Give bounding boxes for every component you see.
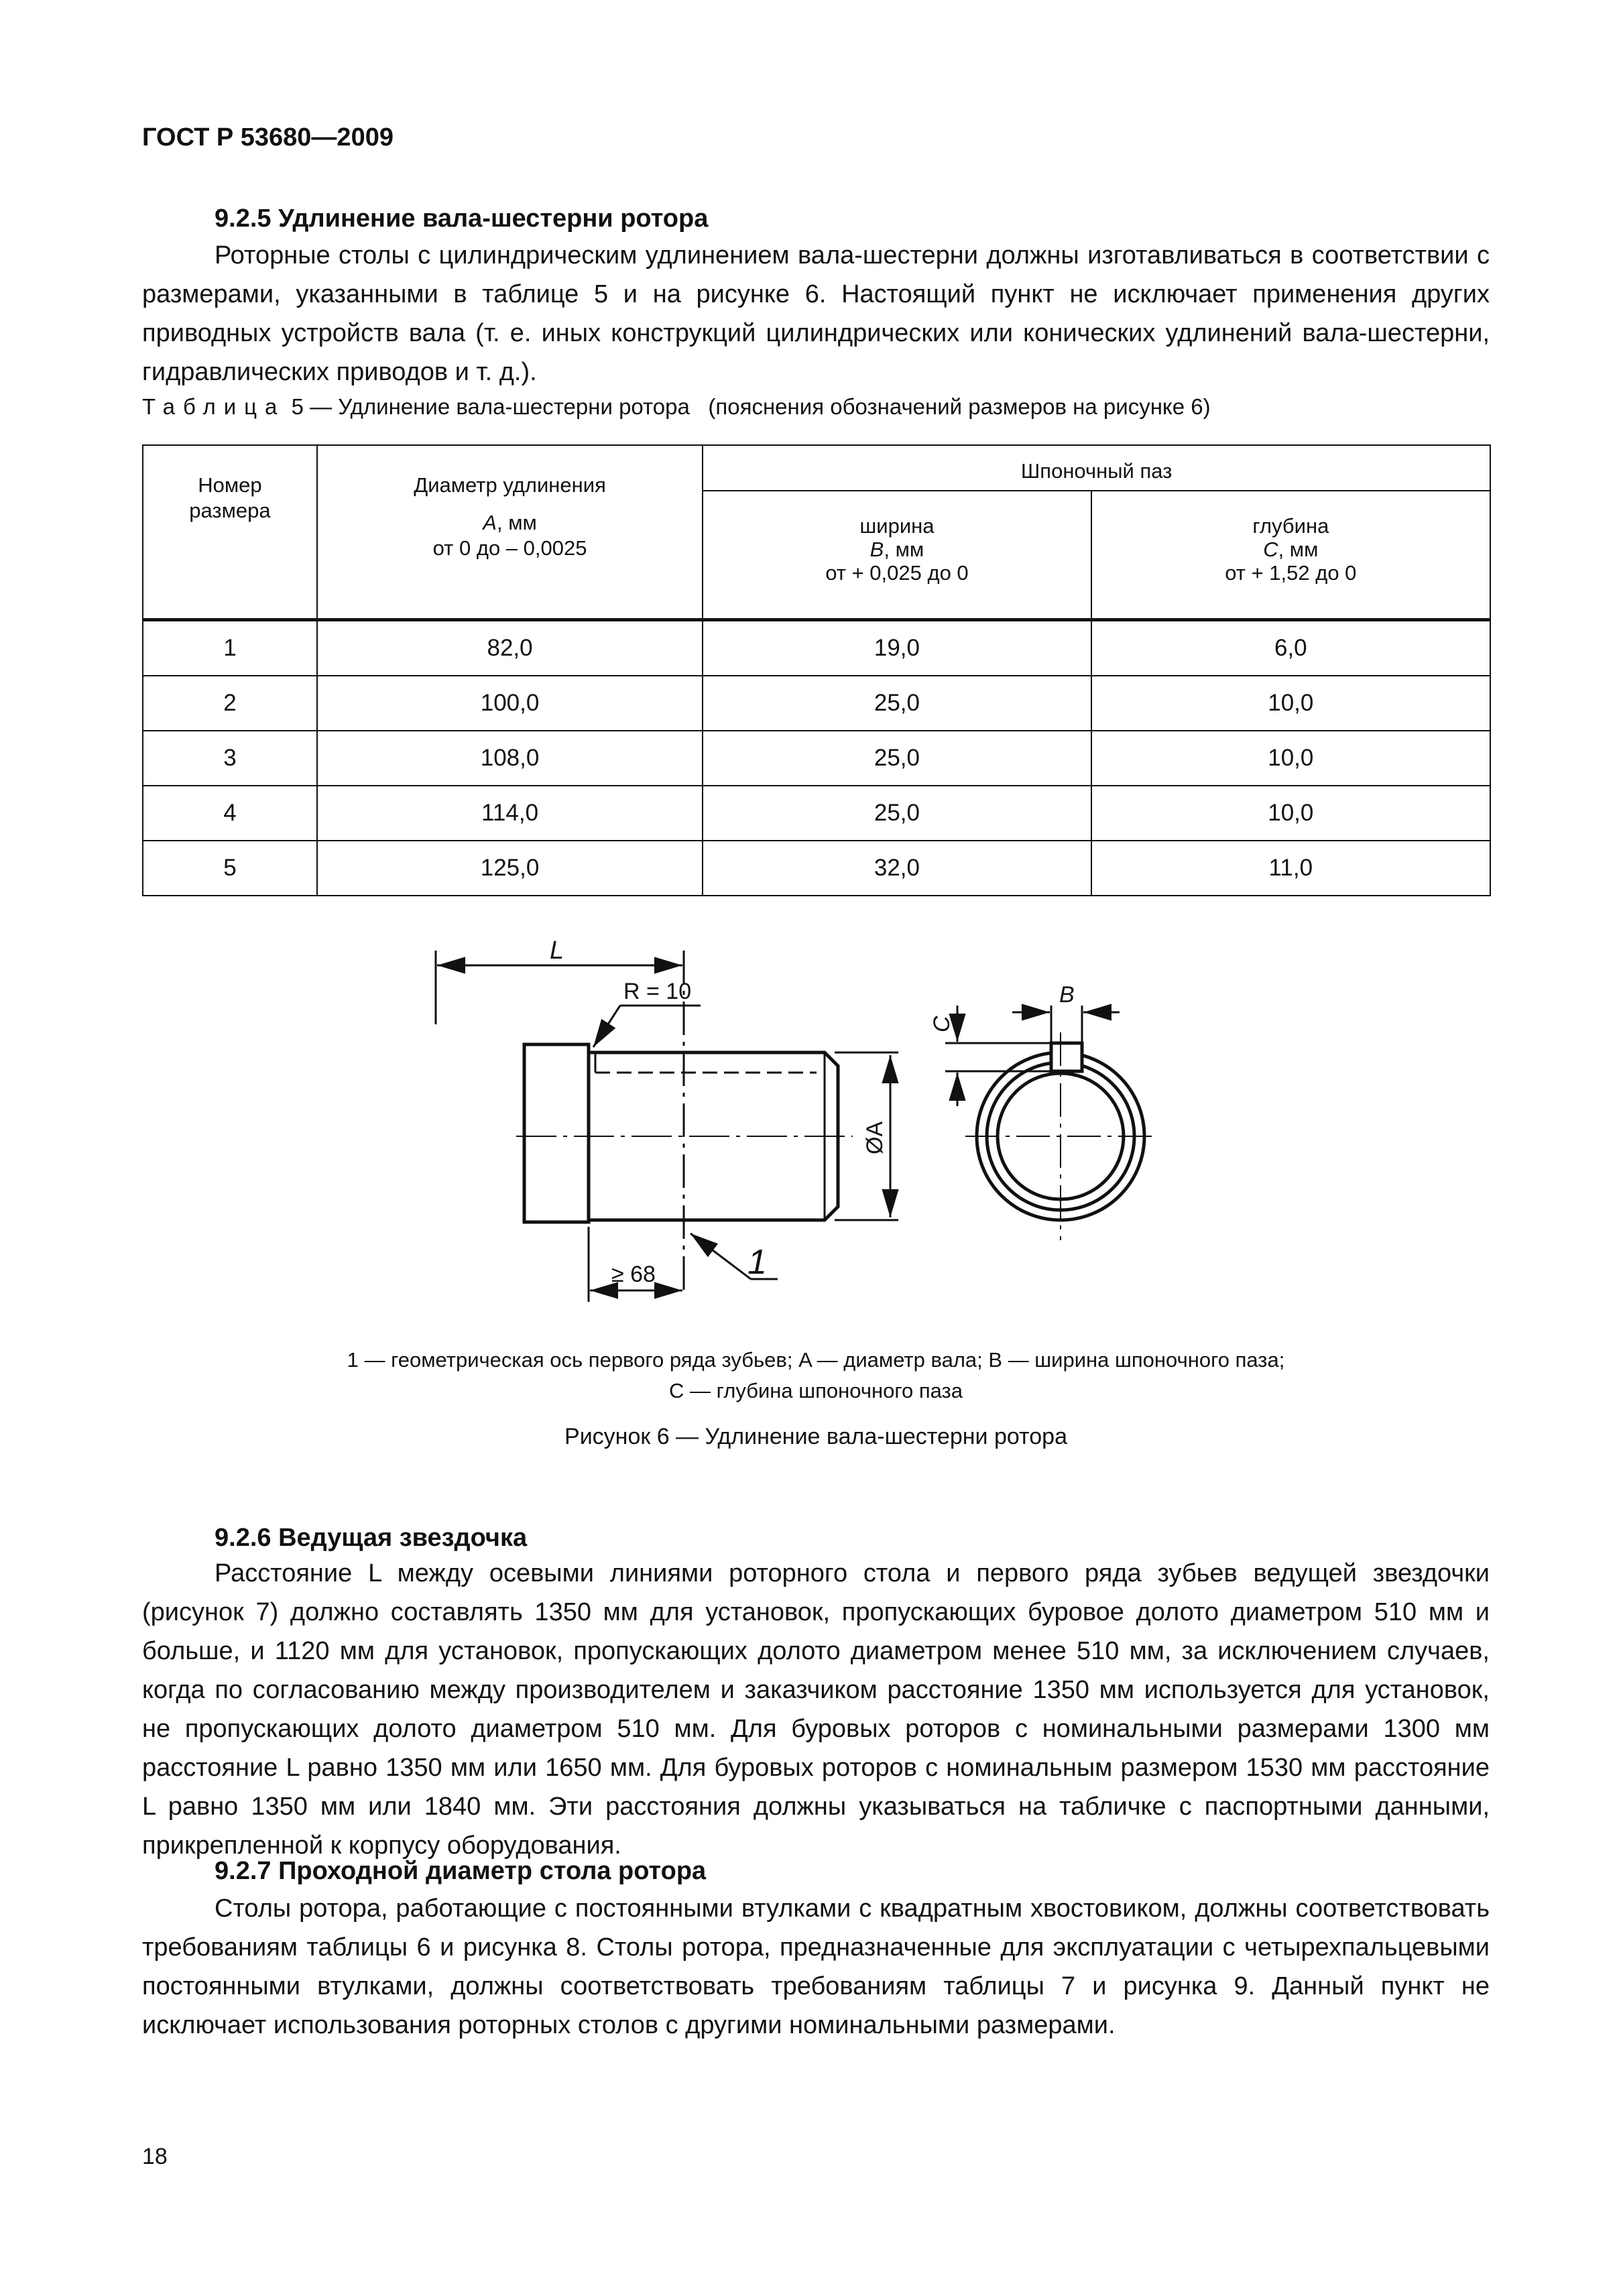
table-row: 1 82,0 19,0 6,0: [143, 620, 1490, 676]
legend-line-1: 1 — геометрическая ось первого ряда зубьев; A — диаметр вала; B — ширина шпоночного паза;: [347, 1348, 1285, 1372]
section-9-2-6-text: Расстояние L между осевыми линиями роторного стола и первого ряда зубьев ведущей звездочки (рисунок 7) должно составлять 1350 мм для установок, пропускающих буровое долото диаметром 510 мм и больше, и 1120 мм для установок, пропускающих долото диаметром менее 510 мм, за исключением случаев, когда по согласованию между производителем и заказчиком расстояние 1350 мм используется для установок, не пропускающих долото диаметром 510 мм. Для буровых роторов с номинальными размерами 1300 мм расстояние L равно 1350 мм или 1650 мм. Для буровых роторов с номинальным размером 1530 мм расстояние L равно 1350 мм или 1840 мм. Эти расстояния должны указываться на табличке с паспортными данными, прикрепленной к корпусу оборудования.: [142, 1559, 1490, 1860]
label-R10: R = 10: [623, 979, 692, 1004]
label-C: C: [929, 1016, 955, 1032]
table-5-note: (пояснения обозначений размеров на рисунке 6): [708, 394, 1211, 419]
table-5-title: — Удлинение вала-шестерни ротора: [310, 394, 690, 419]
table-5: [142, 444, 1491, 896]
section-9-2-7-heading: 9.2.7 Проходной диаметр стола ротора: [215, 1857, 707, 1885]
table-row: 2 100,0 25,0 10,0: [143, 676, 1490, 731]
header-width: ширина B, мм от + 0,025 до 0: [703, 491, 1091, 620]
legend-line-2: C — глубина шпоночного паза: [669, 1379, 963, 1402]
standard-header: ГОСТ Р 53680—2009: [142, 123, 394, 152]
table-5-caption: [142, 394, 1490, 420]
label-B: B: [1059, 982, 1075, 1008]
label-L: L: [550, 936, 564, 965]
page-number: 18: [142, 2144, 168, 2169]
label-diam-A: ØA: [862, 1121, 888, 1154]
section-9-2-6-heading: 9.2.6 Ведущая звездочка: [215, 1524, 528, 1552]
header-keyway: Шпоночный паз: [703, 445, 1490, 491]
figure-6-caption: Рисунок 6 — Удлинение вала-шестерни ротора: [564, 1424, 1067, 1449]
table-5-number: 5: [291, 394, 304, 419]
table-row: 3 108,0 25,0 10,0: [143, 731, 1490, 786]
table-row: 5 125,0 32,0 11,0: [143, 841, 1490, 896]
table-row: 4 114,0 25,0 10,0: [143, 786, 1490, 841]
header-number: Номер размера: [143, 445, 317, 620]
section-9-2-5-text: Роторные столы с цилиндрическим удлинением вала-шестерни должны изготавливаться в соответствии с размерами, указанными в таблице 5 и на рисунке 6. Настоящий пункт не исключает применения других приводных устройств вала (т. е. иных конструкций цилиндрических или конических удлинений вала-шестерни, гидравлических приводов и т. д.).: [142, 241, 1490, 386]
header-depth: глубина C, мм от + 1,52 до 0: [1091, 491, 1490, 620]
label-ge68: ≥ 68: [611, 1262, 656, 1287]
figure-6-legend: [142, 1345, 1490, 1406]
table-5-label: Таблица: [142, 394, 286, 419]
section-9-2-5-heading: 9.2.5 Удлинение вала-шестерни ротора: [215, 204, 709, 233]
label-1: 1: [747, 1243, 767, 1282]
section-9-2-7-text: Столы ротора, работающие с постоянными втулками с квадратным хвостовиком, должны соответствовать требованиям таблицы 6 и рисунка 8. Столы ротора, предназначенные для эксплуатации с четырехпальцевыми постоянными втулками, должны соответствовать требованиям таблицы 7 и рисунка 9. Данный пункт не исключает использования роторных столов с другими номинальными размерами.: [142, 1894, 1490, 2039]
header-diameter: Диаметр удлинения A, мм от 0 до – 0,0025: [317, 445, 703, 620]
